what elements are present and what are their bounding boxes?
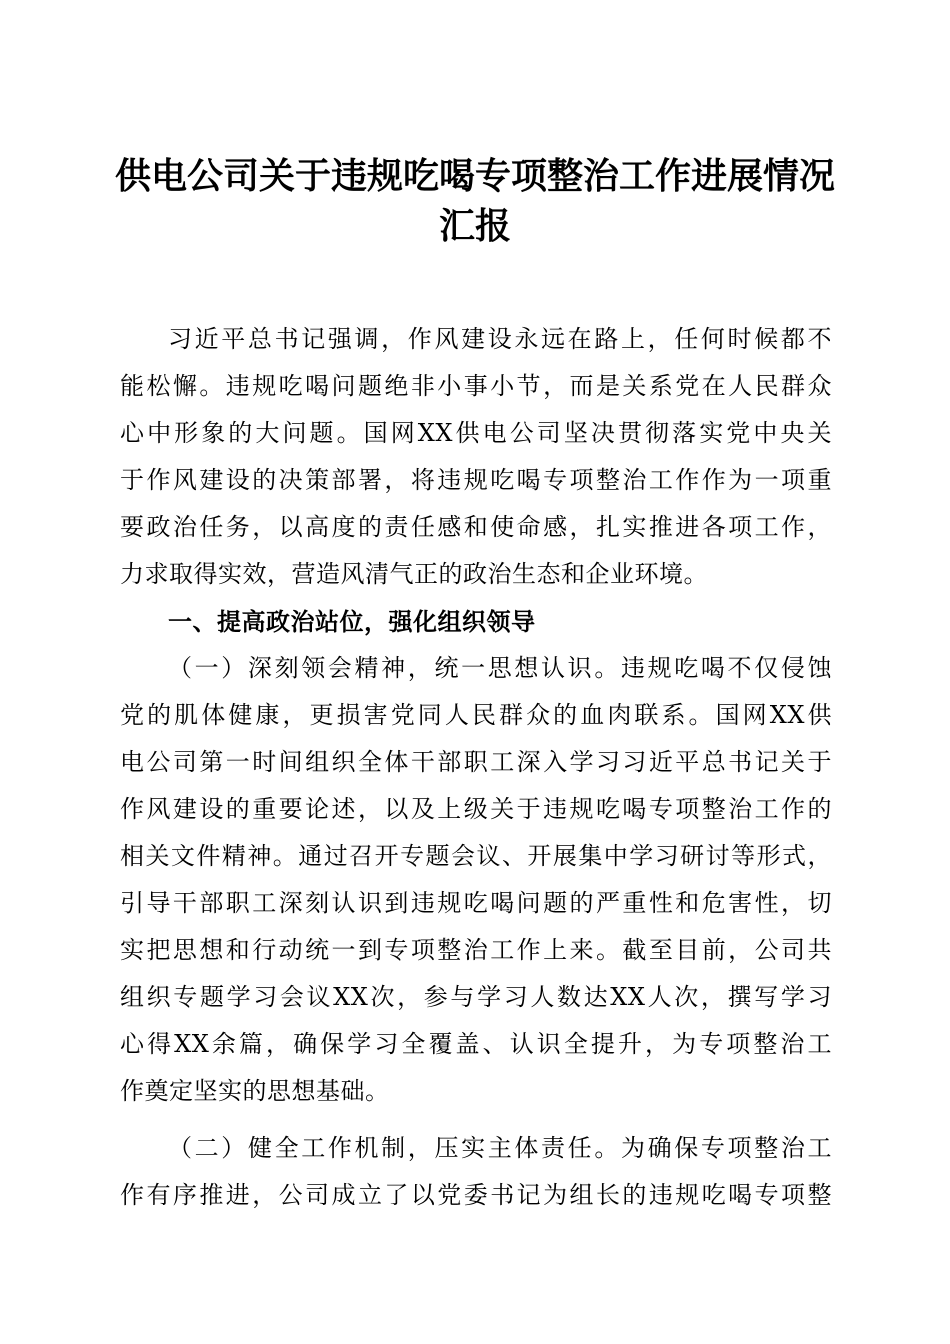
text-line: 引导干部职工深刻认识到违规吃喝问题的严重性和危害性，切 (120, 889, 832, 917)
text-line: 要政治任务，以高度的责任感和使命感，扎实推进各项工作， (120, 513, 832, 541)
text-line: 于作风建设的决策部署，将违规吃喝专项整治工作作为一项重 (120, 466, 832, 494)
document-title-line-2: 汇报 (438, 205, 511, 247)
text-line: 作风建设的重要论述，以及上级关于违规吃喝专项整治工作的 (120, 795, 832, 823)
paragraph-1 (120, 645, 832, 1115)
paragraph-gap (120, 1115, 832, 1125)
text-line: （二）健全工作机制，压实主体责任。为确保专项整治工 (168, 1134, 832, 1162)
text-line: 电公司第一时间组织全体干部职工深入学习习近平总书记关于 (120, 748, 832, 776)
paragraph-2 (120, 1125, 832, 1219)
text-line: 习近平总书记强调，作风建设永远在路上，任何时候都不 (168, 325, 832, 353)
text-line: 党的肌体健康，更损害党同人民群众的血肉联系。国网XX供 (120, 701, 832, 729)
text-line: 能松懈。违规吃喝问题绝非小事小节，而是关系党在人民群众 (120, 372, 832, 400)
text-line: 心得XX余篇，确保学习全覆盖、认识全提升，为专项整治工 (120, 1030, 832, 1058)
text-line: 作有序推进，公司成立了以党委书记为组长的违规吃喝专项整 (120, 1181, 832, 1209)
intro-paragraph (120, 316, 832, 598)
text-line: （一）深刻领会精神，统一思想认识。违规吃喝不仅侵蚀 (168, 654, 832, 682)
section-heading: 一、提高政治站位，强化组织领导 (168, 607, 536, 636)
document-title-line-1: 供电公司关于违规吃喝专项整治工作进展情况 (114, 155, 835, 197)
text-line: 组织专题学习会议XX次，参与学习人数达XX人次，撰写学习 (120, 983, 832, 1011)
text-line: 相关文件精神。通过召开专题会议、开展集中学习研讨等形式， (120, 842, 832, 870)
text-line: 实把思想和行动统一到专项整治工作上来。截至目前，公司共 (120, 936, 832, 964)
document-body (120, 316, 832, 1219)
text-line: 力求取得实效，营造风清气正的政治生态和企业环境。 (120, 560, 708, 588)
text-line: 心中形象的大问题。国网XX供电公司坚决贯彻落实党中央关 (120, 419, 832, 447)
text-line: 作奠定坚实的思想基础。 (120, 1077, 390, 1105)
